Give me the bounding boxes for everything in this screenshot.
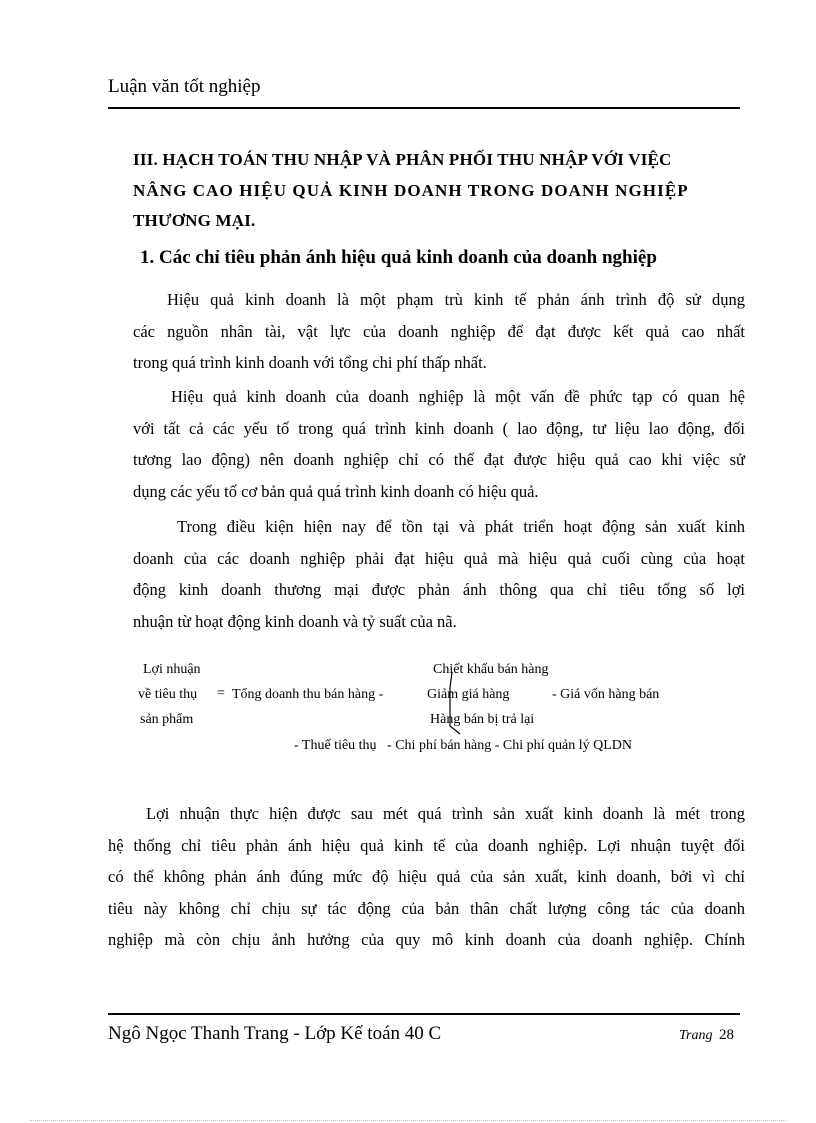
paragraph-line: nhuận từ hoạt động kinh doanh và tỷ suất của nã. — [133, 611, 457, 631]
paragraph-line: Hiệu quả kinh doanh là một phạm trù kinh tế phản ánh trình độ sử dụng — [167, 290, 745, 309]
paragraph-line: nghiệp mà còn chịu ảnh hưởng của quy mô kinh doanh của doanh nghiệp. Chính — [108, 930, 745, 949]
paragraph-line: tiêu này không chỉ chịu sự tác động của bản thân chất lượng công tác của doanh — [108, 898, 745, 918]
section-heading-line-1: III. HẠCH TOÁN THU NHẬP VÀ PHÂN PHỐI THU NHẬP VỚI VIỆC — [133, 150, 672, 169]
section-heading-line-3: THƯƠNG MẠI. — [133, 211, 256, 230]
formula-lhs-line-2: về tiêu thụ — [138, 687, 198, 702]
paragraph-line: Lợi nhuận thực hiện được sau mét quá trình sản xuất kinh doanh là mét trong — [146, 804, 745, 823]
paragraph-4 — [108, 798, 745, 956]
paragraph-line: với tất cả các yếu tố trong quá trình kinh doanh ( lao động, tư liệu lao động, đối — [133, 418, 745, 438]
paragraph-line: dụng các yếu tố cơ bản quả quá trình kinh doanh có hiệu quả. — [133, 481, 539, 501]
footer-rule — [108, 1013, 740, 1015]
paragraph-2 — [133, 381, 745, 507]
formula-equals: = — [217, 686, 225, 701]
formula-cost-of-goods: - Giá vốn hàng bán — [552, 687, 660, 702]
section-heading-line-2: NÂNG CAO HIỆU QUẢ KINH DOANH TRONG DOANH NGHIỆP — [133, 181, 689, 200]
paragraph-line: hệ thống chỉ tiêu phản ánh hiệu quả kinh tế của doanh nghiệp. Lợi nhuận tuyệt đối — [108, 835, 745, 855]
formula-deduction-price-reduction: Giảm giá hàng — [427, 687, 510, 702]
page-edge-divider — [30, 1120, 786, 1121]
paragraph-line: Trong điều kiện hiện nay để tồn tại và phát triển hoạt động sản xuất kinh — [177, 517, 745, 536]
header-rule — [108, 107, 740, 109]
formula-total-revenue: Tổng doanh thu bán hàng - — [232, 687, 384, 702]
footer-page-label: Trang — [679, 1028, 713, 1043]
paragraph-line: doanh của các doanh nghiệp phải đạt hiệu quả mà hiệu quả cuối cùng của hoạt — [133, 548, 745, 568]
formula-lhs-line-3: sản phẩm — [140, 712, 194, 727]
paragraph-line: có thể không phản ánh đúng mức độ hiệu quả của sản xuất, kinh doanh, bởi vì chỉ — [108, 867, 745, 886]
paragraph-line: động kinh doanh thương mại được phản ánh thông qua chỉ tiêu tổng số lợi — [133, 580, 745, 599]
paragraph-3 — [133, 511, 745, 637]
formula-second-line: - Thuế tiêu thụ - Chi phí bán hàng - Chi phí quản lý QLDN — [294, 738, 633, 753]
paragraph-line: trong quá trình kinh doanh với tổng chi phí thấp nhất. — [133, 353, 487, 372]
formula-deduction-discount: Chiết khấu bán hàng — [433, 662, 549, 677]
formula-brace — [440, 670, 464, 736]
subsection-heading: 1. Các chỉ tiêu phản ánh hiệu quả kinh doanh của doanh nghiệp — [140, 247, 657, 268]
formula-deduction-returns: Hàng bán bị trả lại — [430, 712, 535, 727]
footer-author: Ngô Ngọc Thanh Trang - Lớp Kế toán 40 C — [108, 1023, 442, 1044]
paragraph-line: Hiệu quả kinh doanh của doanh nghiệp là một vấn đề phức tạp có quan hệ — [171, 387, 745, 406]
paragraph-1 — [133, 284, 745, 379]
paragraph-line: các nguồn nhân tài, vật lực của doanh nghiệp để đạt được kết quả cao nhất — [133, 321, 745, 341]
paragraph-line: tương lao động) nên doanh nghiệp chỉ có thể đạt được hiệu quả cao khi việc sử — [133, 450, 745, 469]
formula-lhs-line-1: Lợi nhuận — [143, 662, 201, 677]
running-header: Luận văn tốt nghiệp — [108, 76, 261, 97]
footer-page-number: 28 — [719, 1027, 734, 1043]
